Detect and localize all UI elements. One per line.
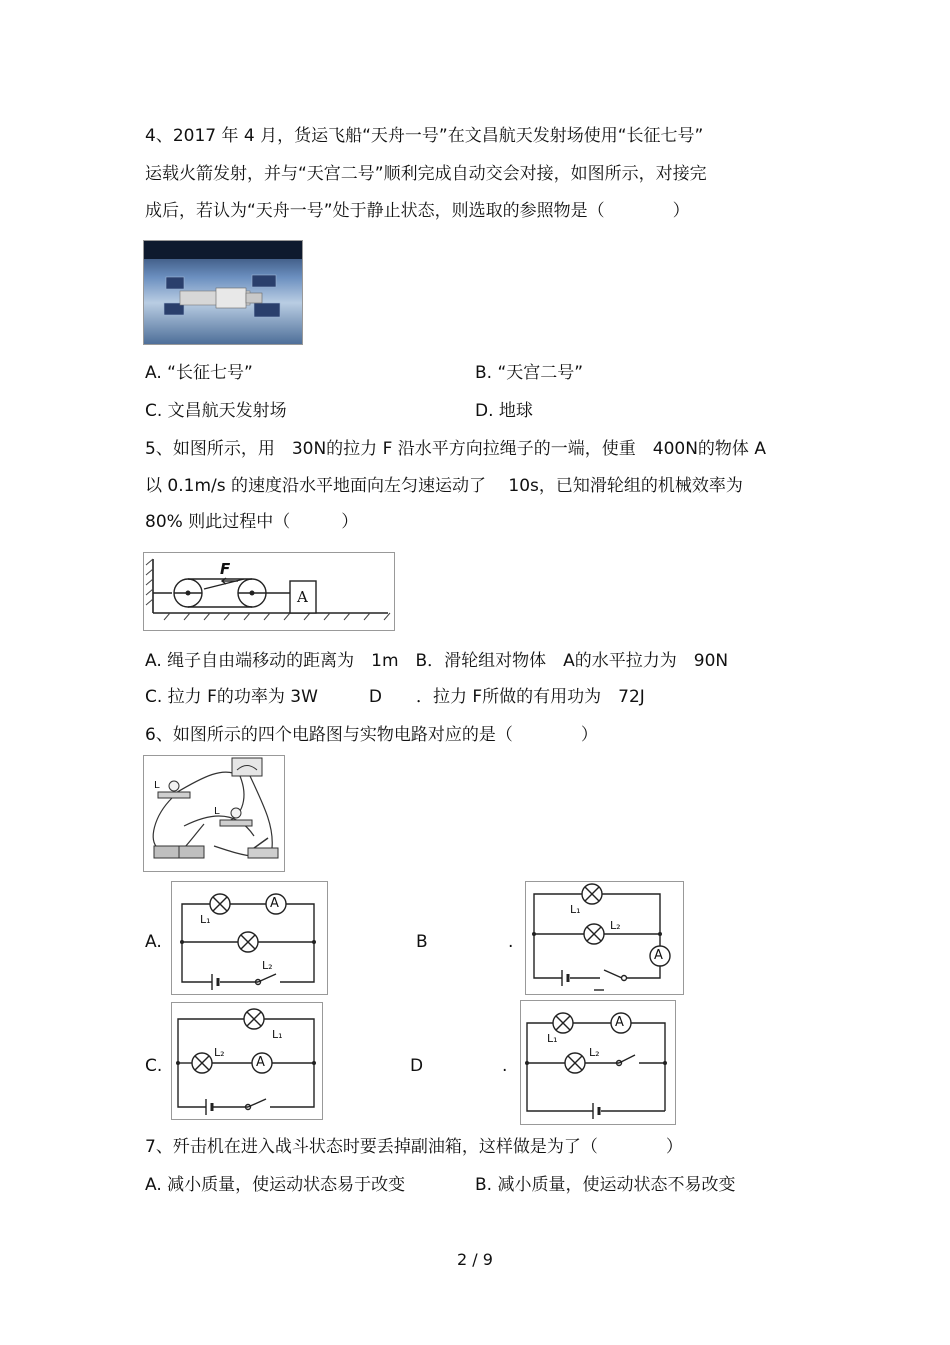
q4-option-c: C. 文昌航天发射场	[145, 401, 287, 421]
q6-option-d-label: D	[410, 1056, 424, 1076]
lamp1-a-label: L₁	[200, 913, 211, 926]
circuit-d	[520, 1000, 676, 1125]
q6-line-1: 6、如图所示的四个电路图与实物电路对应的是（ ）	[145, 725, 598, 745]
q4-option-b: B. “天宫二号”	[475, 363, 584, 383]
lamp1-d-label: L₁	[547, 1032, 558, 1045]
q5-options-ab: A. 绳子自由端移动的距离为 1m B．滑轮组对物体 A的水平拉力为 90N	[145, 651, 729, 671]
ammeter-d-label: A	[615, 1015, 624, 1030]
q6-option-b-dot: .	[508, 932, 514, 952]
circuit-a	[171, 881, 328, 995]
ammeter-c-label: A	[256, 1055, 265, 1070]
spacecraft-photo	[143, 240, 303, 345]
ammeter-a-label: A	[270, 896, 279, 911]
q7-line-1: 7、歼击机在进入战斗状态时要丢掉副油箱，这样做是为了（ ）	[145, 1137, 683, 1157]
q4-option-d: D. 地球	[475, 401, 533, 421]
q6-option-c-label: C.	[145, 1056, 163, 1076]
q6-option-d-dot: .	[502, 1056, 508, 1076]
q4-line-3: 成后，若认为“天舟一号”处于静止状态，则选取的参照物是（ ）	[145, 201, 690, 221]
lamp2-d-label: L₂	[589, 1046, 600, 1059]
lamp1-c-label: L₁	[272, 1028, 283, 1041]
circuit-b	[525, 881, 684, 995]
pulley-diagram	[143, 552, 395, 631]
q7-option-a: A. 减小质量，使运动状态易于改变	[145, 1175, 406, 1195]
q4-option-a: A. “长征七号”	[145, 363, 253, 383]
circuit-c	[171, 1002, 323, 1120]
q7-option-b: B. 减小质量，使运动状态不易改变	[475, 1175, 736, 1195]
q4-line-2: 运载火箭发射，并与“天宫二号”顺利完成自动交会对接，如图所示，对接完	[145, 164, 707, 184]
q5-line-1: 5、如图所示，用 30N的拉力 F 沿水平方向拉绳子的一端，使重 400N的物体 A	[145, 439, 766, 459]
q6-option-b-label: B	[416, 932, 428, 952]
lamp2-c-label: L₂	[214, 1046, 225, 1059]
q5-line-3: 80% 则此过程中（ ）	[145, 512, 359, 532]
lamp2-a-label: L₂	[262, 959, 273, 972]
photo-lamp-2-label: L	[214, 806, 220, 817]
q5-options-cd: C. 拉力 F的功率为 3W D ．拉力 F所做的有用功为 72J	[145, 687, 645, 707]
q4-line-1: 4、2017 年 4 月，货运飞船“天舟一号”在文昌航天发射场使用“长征七号”	[145, 126, 704, 146]
lamp2-b-label: L₂	[610, 919, 621, 932]
photo-lamp-1-label: L	[154, 780, 160, 791]
lamp1-b-label: L₁	[570, 903, 581, 916]
block-label: A	[297, 588, 308, 606]
page-number: 2 / 9	[457, 1250, 493, 1269]
force-label: F	[220, 560, 231, 578]
q6-option-a-label: A.	[145, 932, 162, 952]
q5-line-2: 以 0.1m/s 的速度沿水平地面向左匀速运动了 10s，已知滑轮组的机械效率为	[145, 476, 743, 496]
ammeter-b-label: A	[654, 948, 663, 963]
circuit-photo	[143, 755, 285, 872]
